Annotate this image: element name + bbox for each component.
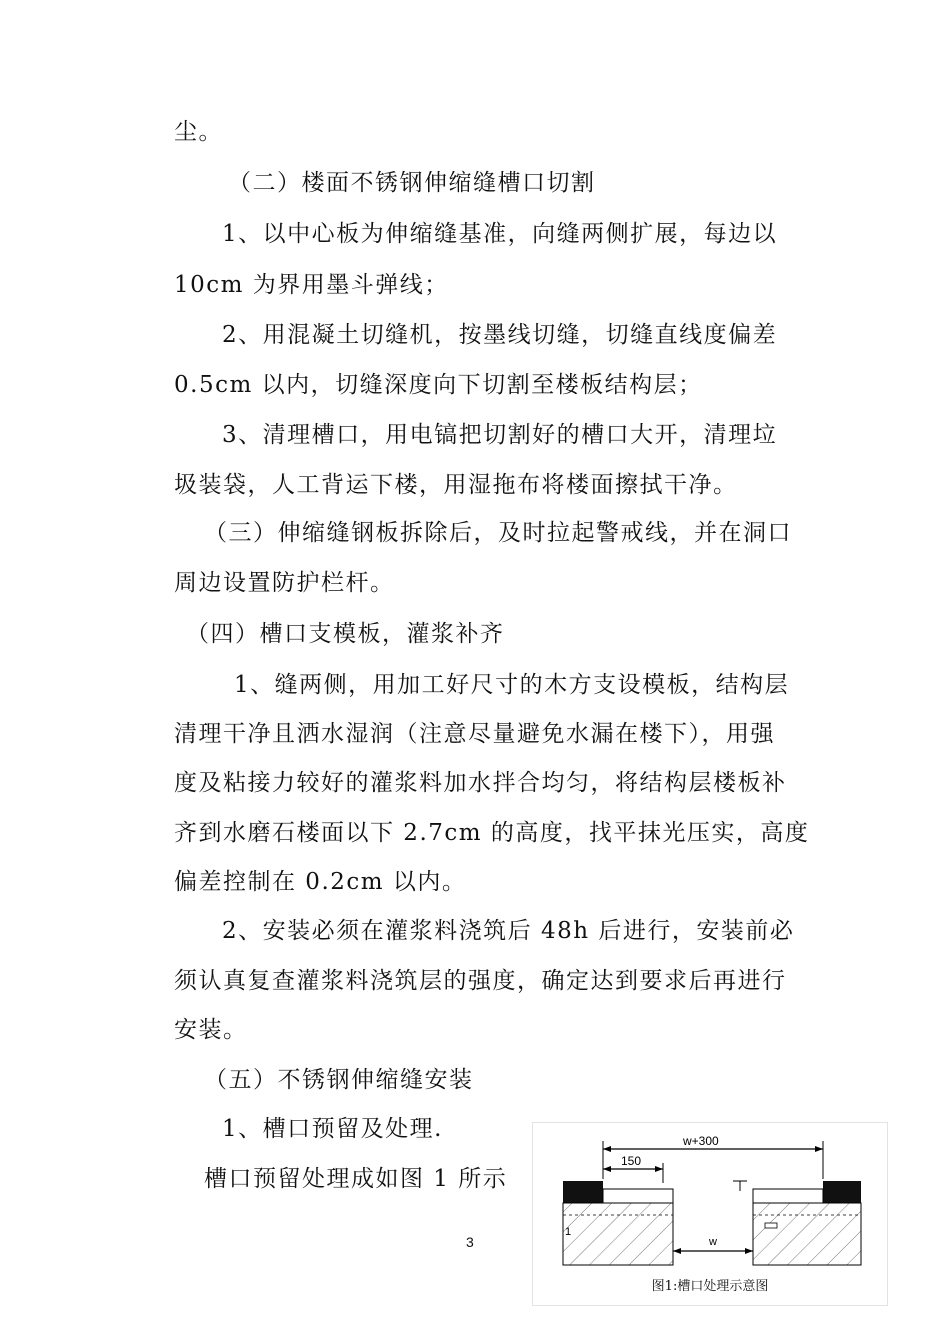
text-line: 1、以中心板为伸缩缝基准，向缝两侧扩展，每边以 [222,221,778,247]
page-number: 3 [466,1234,474,1250]
layer-label: 1 [565,1226,572,1238]
slot-diagram [533,1123,887,1273]
text-line: 0.5cm 以内，切缝深度向下切割至楼板结构层； [174,372,703,398]
text-line: 1、槽口预留及处理. [222,1116,443,1142]
text-line: 偏差控制在 0.2cm 以内。 [174,869,467,895]
text-line: 圾装袋，人工背运下楼，用湿拖布将楼面擦拭干净。 [174,472,738,498]
dimension-label-top: w+300 [683,1134,719,1148]
text-line: 清理干净且洒水湿润（注意尽量避免水漏在楼下），用强 [174,721,775,747]
text-line: 3、清理槽口，用电镐把切割好的槽口大开，清理垃 [222,422,778,448]
text-line: 安装。 [174,1017,248,1043]
text-line: 度及粘接力较好的灌浆料加水拌合均匀，将结构层楼板补 [174,770,787,796]
finish-layer-left [563,1181,603,1203]
slab-left [563,1203,673,1265]
dimension-label-left: 150 [621,1154,642,1168]
section-heading: （五）不锈钢伸缩缝安装 [204,1067,474,1093]
slot-diagram-figure [532,1122,888,1306]
text-line: 1、缝两侧，用加工好尺寸的木方支设模板，结构层 [234,672,790,698]
finish-layer-right [823,1181,861,1203]
text-line: 2、用混凝土切缝机，按墨线切缝，切缝直线度偏差 [222,322,778,348]
text-line: 齐到水磨石楼面以下 2.7cm 的高度，找平抹光压实，高度 [174,820,810,846]
section-heading: （二）楼面不锈钢伸缩缝槽口切割 [228,170,596,196]
figure-caption: 图1:槽口处理示意图 [651,1279,769,1294]
section-heading: （三）伸缩缝钢板拆除后，及时拉起警戒线，并在洞口 [204,520,792,546]
text-line: 10cm 为界用墨斗弹线； [174,272,449,298]
text-line: 槽口预留处理成如图 1 所示 [204,1166,508,1192]
dimension-label-bottom: w [709,1236,717,1248]
slab-right [753,1203,861,1265]
text-line: 须认真复查灌浆料浇筑层的强度，确定达到要求后再进行 [174,968,787,994]
text-line: 2、安装必须在灌浆料浇筑后 48h 后进行，安装前必 [222,918,795,944]
text-line: 周边设置防护栏杆。 [174,570,395,596]
text-line: 尘。 [174,119,223,145]
section-heading: （四）槽口支模板，灌浆补齐 [186,621,505,647]
